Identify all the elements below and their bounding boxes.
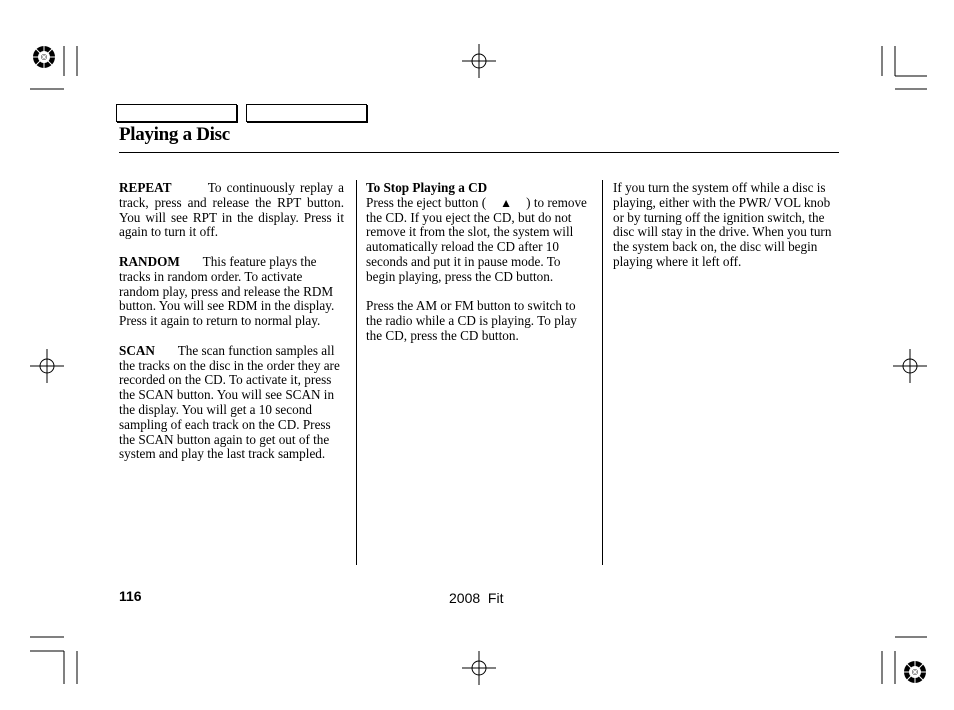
repeat-paragraph: [119, 181, 344, 240]
scan-heading: SCAN: [119, 342, 155, 358]
scan-paragraph: [119, 344, 344, 462]
right-column: [613, 181, 839, 285]
page-number: 116: [119, 588, 142, 604]
footer-model: 2008 Fit: [449, 590, 504, 606]
scan-body: The scan function samples all the tracks on the disc in the order they are recorded on the CD. To activate it, press the SCAN button. You will see SCAN in the display. You will get a 10 second sampling of each track on the CD. Press the SCAN button again to get out of the system and play the last track sampled.: [119, 342, 340, 462]
power-off-paragraph: [613, 181, 839, 270]
random-body: This feature plays the tracks in random order. To activate random play, press and release the RDM button. You will see RDM in the display. Press it again to return to normal play.: [119, 253, 335, 329]
random-paragraph: [119, 255, 344, 329]
stop-heading: To Stop Playing a CD: [366, 180, 488, 195]
radio-body: Press the AM or FM button to switch to the radio while a CD is playing. To play the CD, press the CD button.: [366, 298, 577, 343]
title-rule: [119, 152, 839, 153]
column-divider: [602, 180, 603, 565]
stop-paragraph: [366, 181, 592, 285]
column-divider: [356, 180, 357, 565]
eject-icon: ▲: [500, 195, 513, 210]
repeat-heading: REPEAT: [119, 180, 172, 195]
section-tab-box: [246, 104, 367, 122]
stop-body-before: Press the eject button (: [366, 194, 487, 210]
page-title: Playing a Disc: [119, 124, 230, 145]
random-heading: RANDOM: [119, 253, 180, 269]
repeat-body: To continuously replay a track, press and release the RPT button. You will see RPT in the display. Press it again to turn it off.: [119, 180, 344, 240]
section-tab-box: [116, 104, 237, 122]
left-column: [119, 181, 344, 477]
radio-paragraph: [366, 299, 592, 343]
middle-column: [366, 181, 592, 359]
stop-body-after: ) to remove the CD. If you eject the CD, but do not remove it from the slot, the system will automatically reload the CD after 10 seconds and put it in pause mode. To begin playing, press the CD button.: [366, 194, 587, 284]
power-off-body: If you turn the system off while a disc is playing, either with the PWR/ VOL knob or by turning off the ignition switch, the disc will stay in the drive. When you turn the system back on, the disc will begin playing where it left off.: [613, 180, 832, 269]
